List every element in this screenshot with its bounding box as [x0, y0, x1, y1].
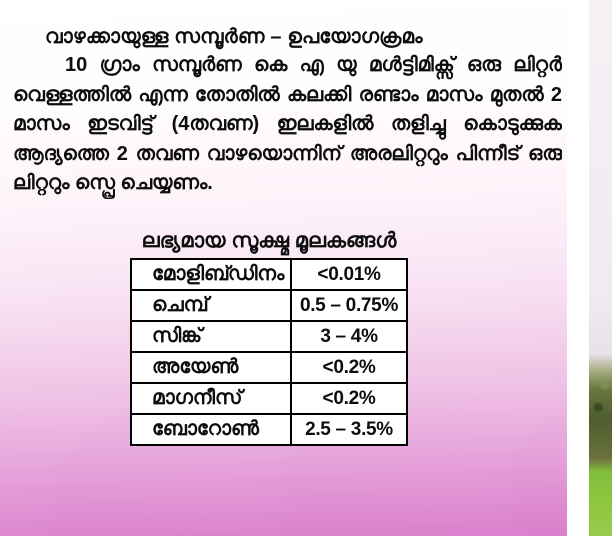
paragraph-line: വെള്ളത്തിൽ എന്ന തോതിൽ കലക്കി രണ്ടാം മാസം മുതൽ 2 [13, 83, 562, 106]
field-photo-strip [589, 0, 612, 536]
table-row [131, 321, 407, 352]
paragraph-line: ആദ്യത്തെ 2 തവണ വാഴയൊന്നിന് അരലിറ്ററും പിന്നീട് ഒരു [13, 142, 562, 165]
paragraph-line: ലിറ്ററും സ്പ്രെ ചെയ്യണം. [13, 172, 213, 194]
slide-title: വാഴക്കായുള്ള സമ്പൂർണ – ഉപയോഗക്രമം [45, 26, 423, 48]
nutrient-name-cell: സിങ്ക് [131, 321, 291, 352]
nutrient-name-cell: മാഗനീസ് [131, 383, 291, 414]
paragraph-line: മാസം ഇടവിട്ട് (4തവണ) ഇലകളിൽ തളിച്ചു കൊടുക്കുക [13, 113, 562, 135]
micronutrients-table-heading: ലഭ്യമായ സൂക്ഷ്മ മൂലകങ്ങൾ [141, 229, 397, 252]
nutrient-name-cell: ചെമ്പ് [131, 290, 291, 321]
nutrient-value-cell: <0.2% [291, 352, 407, 383]
nutrient-value-cell: <0.01% [291, 259, 407, 290]
table-row [131, 383, 407, 414]
table-row [131, 259, 407, 290]
nutrient-value-cell: <0.2% [291, 383, 407, 414]
nutrient-name-cell: ബോറോൺ [131, 414, 291, 445]
table-row [131, 414, 407, 445]
table-row [131, 290, 407, 321]
paragraph-line: 10 ഗ്രാം സമ്പൂർണ കെ എ യു മൾട്ടിമിക്സ് ഒരു ലിറ്റർ [65, 54, 562, 76]
right-white-band [567, 0, 589, 536]
nutrient-value-cell: 2.5 – 3.5% [291, 414, 407, 445]
usage-instructions-paragraph [13, 51, 562, 199]
nutrient-name-cell: അയേൺ [131, 352, 291, 383]
micronutrients-table [130, 258, 408, 446]
nutrient-value-cell: 3 – 4% [291, 321, 407, 352]
table-row [131, 352, 407, 383]
nutrient-value-cell: 0.5 – 0.75% [291, 290, 407, 321]
nutrient-name-cell: മോളിബ്ഡിനം [131, 259, 291, 290]
